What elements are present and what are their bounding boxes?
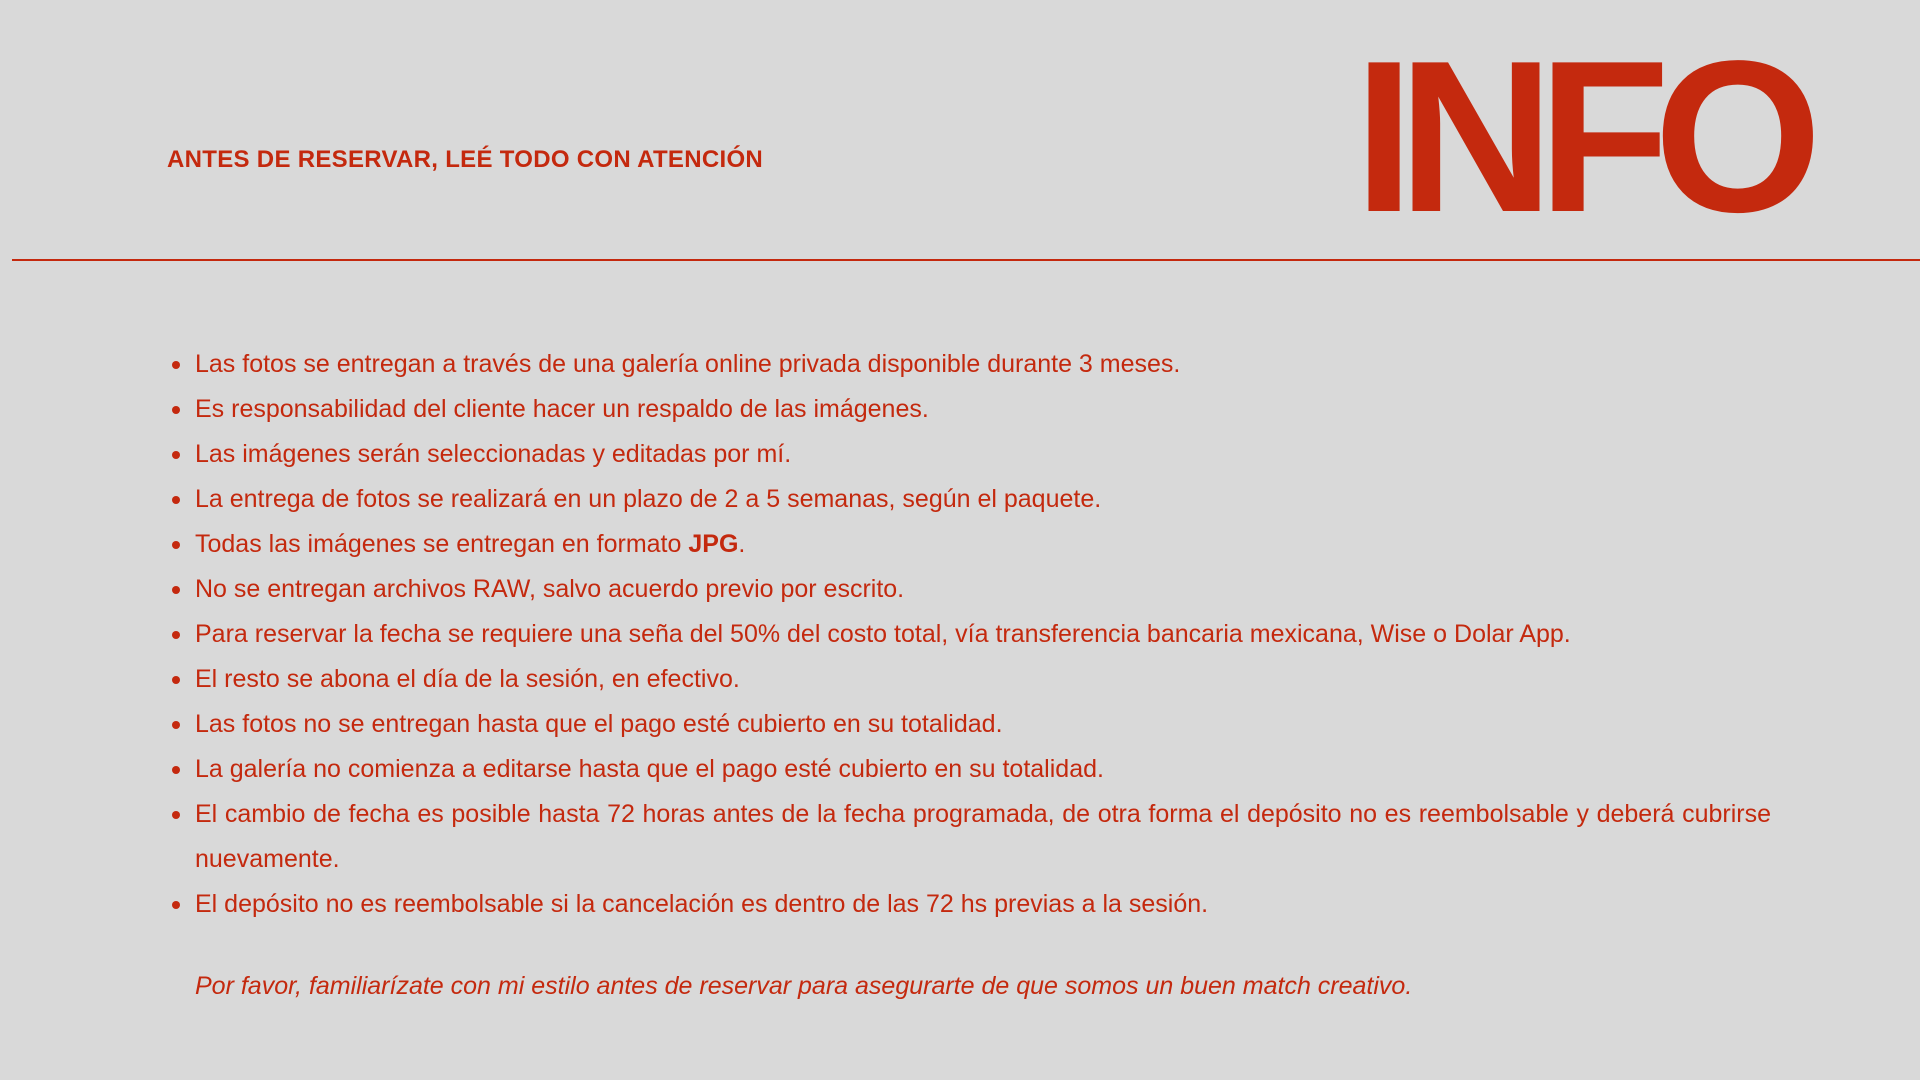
rule-item: Las fotos se entregan a través de una galería online privada disponible durante 3 meses.: [167, 342, 1771, 387]
rule-format-text: Todas las imágenes se entregan en formato: [195, 530, 689, 558]
rule-format-highlight: JPG: [688, 530, 739, 558]
rule-item: Las fotos no se entregan hasta que el pago esté cubierto en su totalidad.: [167, 702, 1771, 747]
rule-item: Para reservar la fecha se requiere una seña del 50% del costo total, vía transferencia bancaria mexicana, Wise o Dolar App.: [167, 612, 1771, 657]
header-subtitle: ANTES DE RESERVAR, LEÉ TODO CON ATENCIÓN: [167, 146, 764, 173]
rule-item: El cambio de fecha es posible hasta 72 horas antes de la fecha programada, de otra forma el depósito no es reembolsable y deberá cubrirse nuevamente.: [167, 792, 1771, 882]
header-divider: [12, 259, 1920, 261]
rule-item: No se entregan archivos RAW, salvo acuerdo previo por escrito.: [167, 567, 1771, 612]
rule-format-end: .: [738, 530, 746, 558]
rule-item: Es responsabilidad del cliente hacer un respaldo de las imágenes.: [167, 387, 1771, 432]
footer-note: Por favor, familiarízate con mi estilo antes de reservar para asegurarte de que somos un buen match creativo.: [195, 972, 1413, 1000]
rules-list: [167, 342, 1771, 927]
page-title: INFO: [1354, 15, 1806, 257]
rule-item: La entrega de fotos se realizará en un plazo de 2 a 5 semanas, según el paquete.: [167, 477, 1771, 522]
rule-item: Las imágenes serán seleccionadas y editadas por mí.: [167, 432, 1771, 477]
rule-item: El depósito no es reembolsable si la cancelación es dentro de las 72 hs previas a la sesión.: [167, 882, 1771, 927]
rule-item: El resto se abona el día de la sesión, en efectivo.: [167, 657, 1771, 702]
rule-item: La galería no comienza a editarse hasta que el pago esté cubierto en su totalidad.: [167, 747, 1771, 792]
rule-item-format: [167, 522, 1771, 567]
